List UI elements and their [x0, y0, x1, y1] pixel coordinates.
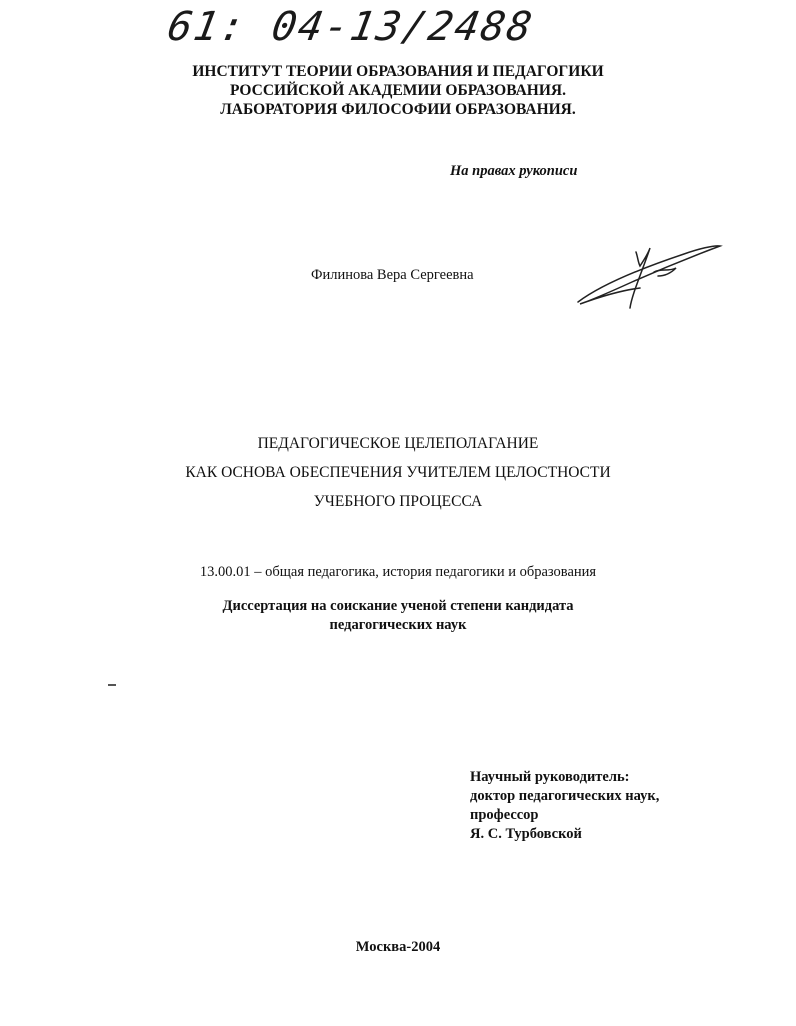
supervisor-line-2: доктор педагогических наук,: [470, 788, 660, 804]
institution-line-1: ИНСТИТУТ ТЕОРИИ ОБРАЗОВАНИЯ И ПЕДАГОГИКИ: [192, 63, 604, 80]
dissertation-title: [0, 429, 796, 516]
signature-stroke-1: [578, 246, 720, 304]
supervisor-line-1: Научный руководитель:: [470, 769, 630, 785]
place-year: Москва-2004: [355, 939, 441, 955]
institution-header: [0, 62, 796, 119]
institution-line-2: РОССИЙСКОЙ АКАДЕМИИ ОБРАЗОВАНИЯ.: [230, 82, 566, 99]
handwritten-catalog-number: 61: 04-13/2488: [163, 4, 538, 50]
degree-statement: [0, 597, 796, 635]
institution-line-3: ЛАБОРАТОРИЯ ФИЛОСОФИИ ОБРАЗОВАНИЯ.: [220, 101, 576, 118]
scan-speck: [108, 684, 116, 686]
author-name: Филинова Вера Сергеевна: [311, 267, 474, 283]
title-line-3: УЧЕБНОГО ПРОЦЕССА: [313, 493, 483, 510]
title-line-1: ПЕДАГОГИЧЕСКОЕ ЦЕЛЕПОЛАГАНИЕ: [257, 435, 539, 452]
rights-note: На правах рукописи: [450, 163, 578, 179]
signature: [572, 238, 732, 312]
supervisor-line-3: профессор: [470, 807, 539, 823]
degree-line-2: педагогических наук: [329, 617, 467, 633]
specialty-code: 13.00.01 – общая педагогика, история педагогики и образования: [199, 564, 597, 580]
degree-line-1: Диссертация на соискание ученой степени кандидата: [222, 598, 574, 614]
supervisor-block: [470, 768, 659, 844]
supervisor-line-4: Я. С. Турбовской: [470, 826, 582, 842]
signature-stroke-3: [654, 268, 676, 276]
title-line-2: КАК ОСНОВА ОБЕСПЕЧЕНИЯ УЧИТЕЛЕМ ЦЕЛОСТНОСТИ: [185, 464, 611, 481]
